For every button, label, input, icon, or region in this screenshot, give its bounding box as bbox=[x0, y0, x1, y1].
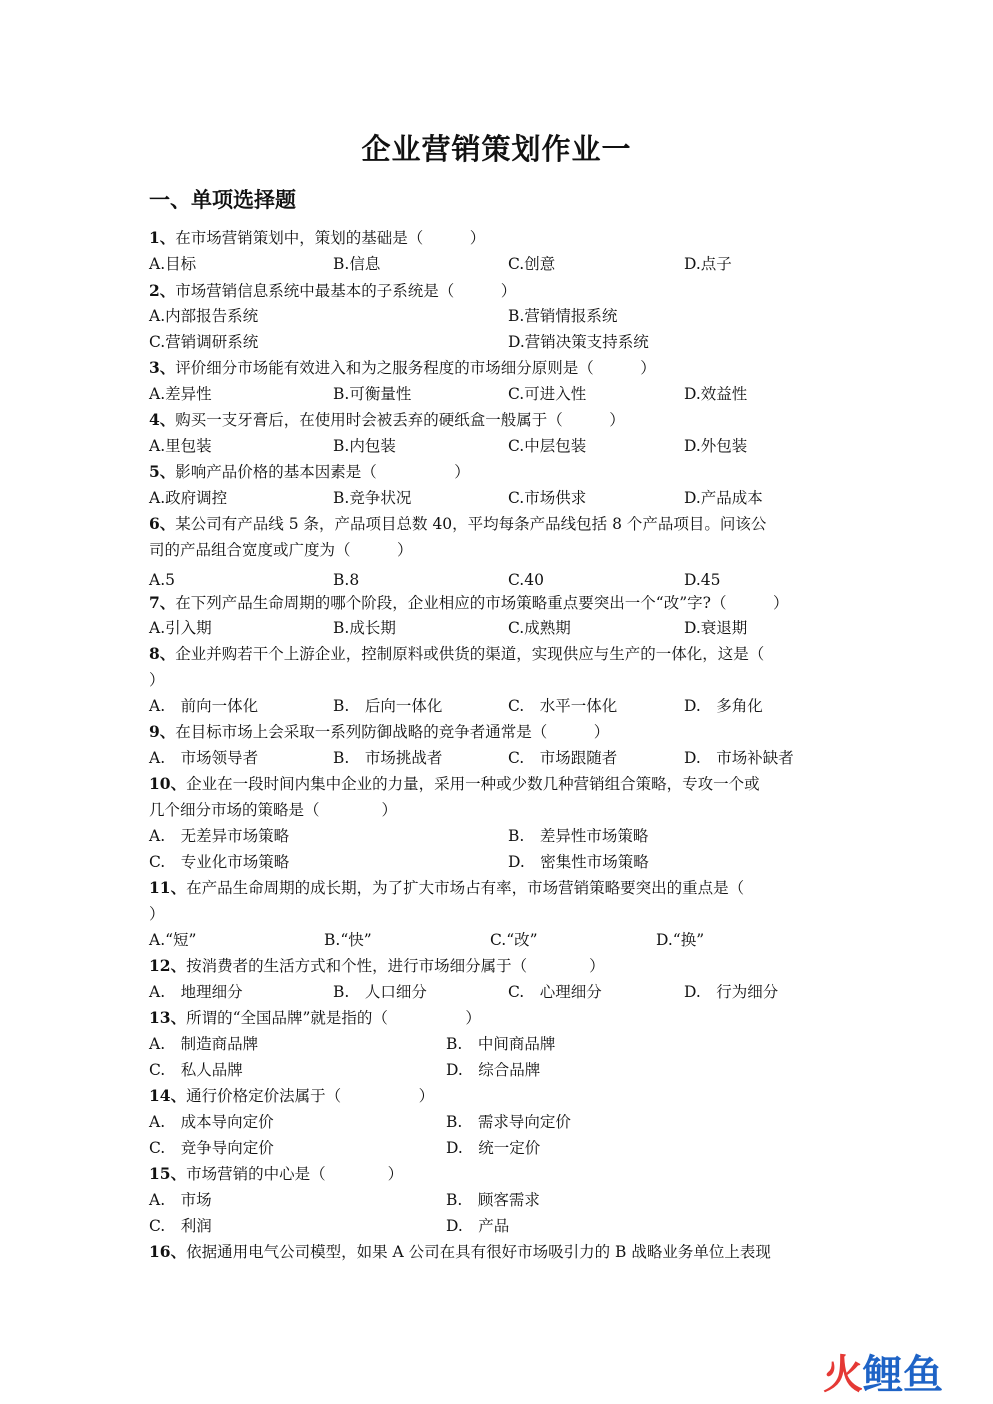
option-d: D.外包装 bbox=[684, 437, 748, 455]
option-b: B.成长期 bbox=[333, 619, 396, 637]
question-number: 11、 bbox=[149, 878, 187, 897]
option-c: C. 利润 bbox=[149, 1217, 212, 1235]
logo-carp-chars: 鲤鱼 bbox=[863, 1352, 943, 1398]
option-b: B.信息 bbox=[333, 255, 381, 273]
option-a: A. 制造商品牌 bbox=[149, 1035, 259, 1053]
option-b: B.内包装 bbox=[333, 437, 396, 455]
page-title: 企业营销策划作业一 bbox=[361, 132, 632, 166]
option-a: A. 无差异市场策略 bbox=[149, 827, 290, 845]
question-number: 9、 bbox=[149, 722, 176, 741]
option-b: B. 差异性市场策略 bbox=[508, 827, 649, 845]
option-b: B.8 bbox=[333, 571, 360, 589]
option-a: A.差异性 bbox=[149, 385, 212, 403]
option-a: A. 地理细分 bbox=[149, 983, 243, 1001]
option-a: A. 前向一体化 bbox=[149, 697, 259, 715]
option-c: C. 心理细分 bbox=[508, 983, 602, 1001]
question-stem: 几个细分市场的策略是（ ） bbox=[149, 801, 398, 819]
option-a: A. 市场 bbox=[149, 1191, 212, 1209]
question-stem: 在产品生命周期的成长期，为了扩大市场占有率，市场营销策略要突出的重点是（ bbox=[186, 879, 745, 897]
question-number: 15、 bbox=[149, 1164, 187, 1183]
question-stem: 司的产品组合宽度或广度为（ ） bbox=[149, 541, 413, 559]
question-number: 16、 bbox=[149, 1242, 187, 1261]
question-text bbox=[149, 410, 625, 430]
question-number: 4、 bbox=[149, 410, 176, 429]
question-text bbox=[149, 1242, 771, 1262]
question-text bbox=[149, 800, 397, 820]
option-a: A. 市场领导者 bbox=[149, 749, 259, 767]
option-b: B.可衡量性 bbox=[333, 385, 412, 403]
question-stem: 购买一支牙膏后，在使用时会被丢弃的硬纸盒一般属于（ ） bbox=[175, 411, 625, 429]
option-c: C.市场供求 bbox=[508, 489, 587, 507]
question-number: 7、 bbox=[149, 593, 176, 612]
option-b: B. 顾客需求 bbox=[446, 1191, 540, 1209]
question-stem: 通行价格定价法属于（ ） bbox=[186, 1087, 435, 1105]
question-text bbox=[149, 722, 609, 742]
question-text bbox=[149, 514, 766, 534]
option-a: A.引入期 bbox=[149, 619, 212, 637]
question-text bbox=[149, 1164, 403, 1184]
option-b: B. 市场挑战者 bbox=[333, 749, 443, 767]
option-a: A.政府调控 bbox=[149, 489, 228, 507]
question-number: 12、 bbox=[149, 956, 187, 975]
question-stem: 在市场营销策划中，策划的基础是（ ） bbox=[175, 229, 486, 247]
option-c: C. 市场跟随者 bbox=[508, 749, 618, 767]
question-number: 2、 bbox=[149, 281, 176, 300]
option-b: B. 后向一体化 bbox=[333, 697, 443, 715]
option-a: A.目标 bbox=[149, 255, 197, 273]
question-number: 8、 bbox=[149, 644, 176, 663]
option-c: C.可进入性 bbox=[508, 385, 587, 403]
question-number: 13、 bbox=[149, 1008, 187, 1027]
question-text bbox=[149, 670, 165, 690]
option-d: D.45 bbox=[684, 571, 721, 589]
question-stem: 企业并购若干个上游企业，控制原料或供货的渠道，实现供应与生产的一体化，这是（ bbox=[175, 645, 765, 663]
option-d: D. 行为细分 bbox=[684, 983, 779, 1001]
option-c: C.“改” bbox=[490, 931, 538, 949]
option-c: C.营销调研系统 bbox=[149, 333, 259, 351]
question-number: 10、 bbox=[149, 774, 187, 793]
option-d: D. 综合品牌 bbox=[446, 1061, 541, 1079]
question-text bbox=[149, 540, 413, 560]
question-text bbox=[149, 281, 516, 301]
question-text bbox=[149, 956, 605, 976]
question-text bbox=[149, 593, 788, 613]
site-logo bbox=[823, 1352, 973, 1398]
question-text bbox=[149, 462, 470, 482]
option-c: C.40 bbox=[508, 571, 544, 589]
option-d: D.产品成本 bbox=[684, 489, 763, 507]
option-b: B. 需求导向定价 bbox=[446, 1113, 571, 1131]
question-number: 1、 bbox=[149, 228, 176, 247]
section-heading: 一、单项选择题 bbox=[149, 187, 296, 212]
option-c: C.成熟期 bbox=[508, 619, 571, 637]
question-stem: 市场营销的中心是（ ） bbox=[186, 1165, 404, 1183]
question-number: 6、 bbox=[149, 514, 176, 533]
question-stem: 按消费者的生活方式和个性，进行市场细分属于（ ） bbox=[186, 957, 605, 975]
option-c: C. 私人品牌 bbox=[149, 1061, 243, 1079]
question-text bbox=[149, 228, 485, 248]
option-c: C. 水平一体化 bbox=[508, 697, 618, 715]
question-text bbox=[149, 358, 656, 378]
question-text bbox=[149, 644, 764, 664]
option-b: B.“快” bbox=[324, 931, 372, 949]
option-d: D. 统一定价 bbox=[446, 1139, 541, 1157]
option-d: D. 市场补缺者 bbox=[684, 749, 794, 767]
question-stem: 评价细分市场能有效进入和为之服务程度的市场细分原则是（ ） bbox=[175, 359, 656, 377]
option-b: B.营销情报系统 bbox=[508, 307, 618, 325]
question-text bbox=[149, 878, 744, 898]
option-a: A. 成本导向定价 bbox=[149, 1113, 274, 1131]
option-c: C. 竞争导向定价 bbox=[149, 1139, 274, 1157]
option-c: C. 专业化市场策略 bbox=[149, 853, 290, 871]
question-stem: 市场营销信息系统中最基本的子系统是（ ） bbox=[175, 282, 517, 300]
option-d: D.效益性 bbox=[684, 385, 748, 403]
option-d: D. 密集性市场策略 bbox=[508, 853, 649, 871]
question-text bbox=[149, 774, 760, 794]
option-d: D. 产品 bbox=[446, 1217, 510, 1235]
option-a: A.内部报告系统 bbox=[149, 307, 259, 325]
option-c: C.创意 bbox=[508, 255, 556, 273]
option-d: D.“换” bbox=[656, 931, 705, 949]
question-text bbox=[149, 1086, 434, 1106]
option-b: B.竞争状况 bbox=[333, 489, 412, 507]
question-stem: ） bbox=[149, 905, 165, 923]
option-a: A.5 bbox=[149, 571, 175, 589]
question-number: 5、 bbox=[149, 462, 176, 481]
question-stem: 某公司有产品线 5 条，产品项目总数 40，平均每条产品线包括 8 个产品项目。问该公 bbox=[175, 515, 767, 533]
question-stem: ） bbox=[149, 671, 165, 689]
option-d: D.营销决策支持系统 bbox=[508, 333, 649, 351]
question-stem: 依据通用电气公司模型，如果 A 公司在具有很好市场吸引力的 B 战略业务单位上表现 bbox=[186, 1243, 771, 1261]
option-b: B. 中间商品牌 bbox=[446, 1035, 556, 1053]
question-stem: 在目标市场上会采取一系列防御战略的竞争者通常是（ ） bbox=[175, 723, 610, 741]
option-c: C.中层包装 bbox=[508, 437, 587, 455]
option-d: D.衰退期 bbox=[684, 619, 748, 637]
question-text bbox=[149, 1008, 481, 1028]
option-d: D. 多角化 bbox=[684, 697, 763, 715]
question-stem: 所谓的“全国品牌”就是指的（ ） bbox=[186, 1009, 481, 1027]
question-stem: 影响产品价格的基本因素是（ ） bbox=[175, 463, 470, 481]
question-stem: 企业在一段时间内集中企业的力量，采用一种或少数几种营销组合策略，专攻一个或 bbox=[186, 775, 760, 793]
question-number: 3、 bbox=[149, 358, 176, 377]
question-number: 14、 bbox=[149, 1086, 187, 1105]
question-text bbox=[149, 904, 165, 924]
option-b: B. 人口细分 bbox=[333, 983, 427, 1001]
question-stem: 在下列产品生命周期的哪个阶段，企业相应的市场策略重点要突出一个“改”字?（ ） bbox=[175, 594, 789, 612]
option-d: D.点子 bbox=[684, 255, 732, 273]
logo-fire-char: 火 bbox=[823, 1352, 863, 1398]
option-a: A.里包装 bbox=[149, 437, 212, 455]
option-a: A.“短” bbox=[149, 931, 197, 949]
